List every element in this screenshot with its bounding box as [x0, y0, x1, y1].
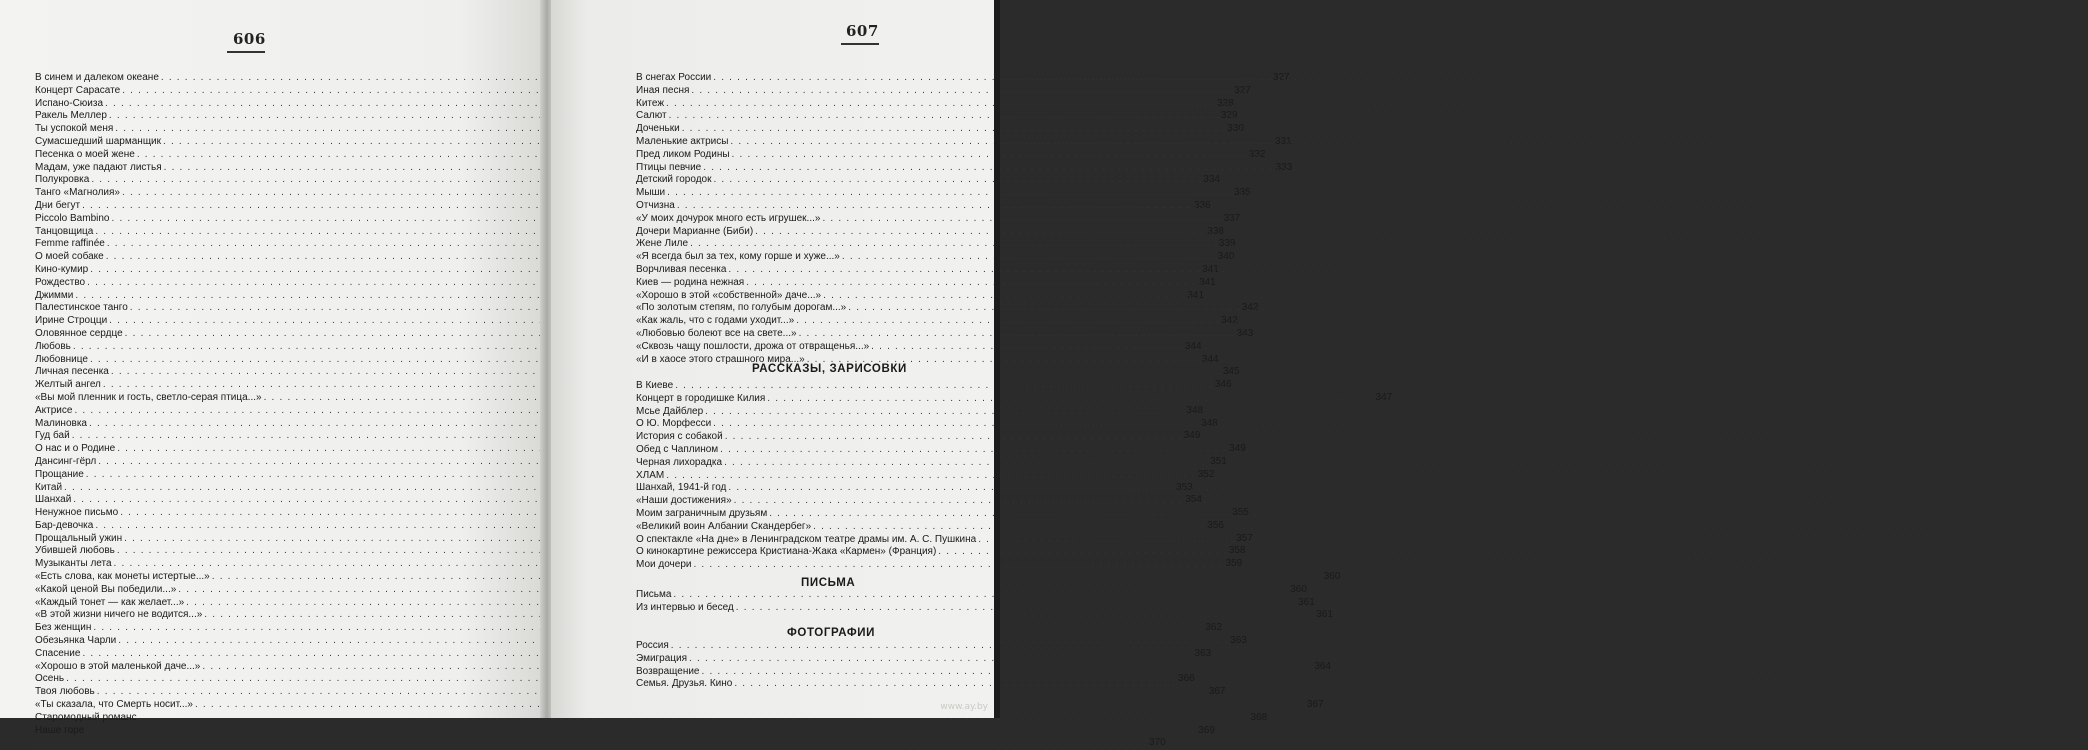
toc-entry [636, 602, 1000, 615]
toc-entry-page: 336 [1194, 199, 1211, 211]
toc-entry-title: Сумасшедший шарманщик [35, 135, 162, 147]
toc-entry-page: 367 [1208, 686, 1226, 698]
toc-entry-title: Дансинг-гёрл [35, 455, 97, 467]
toc-dot-leader [667, 187, 1777, 200]
background-edge [994, 0, 1000, 718]
toc-entry-title: Доченьки [636, 123, 680, 135]
toc-entry-page: 351 [1210, 455, 1227, 467]
toc-dot-leader [732, 149, 1842, 162]
toc-entry-title: Россия [636, 640, 669, 651]
toc-entry-title: История с собакой [636, 431, 723, 443]
toc-entry [636, 406, 1000, 419]
toc-entry [636, 521, 1000, 534]
toc-entry-title: «Как жаль, что с годами уходит...» [636, 315, 795, 327]
toc-entry-title: О моей собаке [35, 251, 104, 263]
toc-entry [636, 457, 1000, 470]
toc-dot-leader [813, 521, 1923, 534]
toc-dot-leader [822, 213, 1932, 226]
toc-entry [636, 678, 1000, 691]
right-page-number-underline [841, 43, 879, 45]
toc-entry-title: Возвращение [636, 665, 700, 677]
toc-entry-title: Концерт Сарасате [35, 84, 121, 96]
right-page-number: 607 [846, 22, 879, 40]
toc-entry-title: Отчизна [636, 199, 675, 211]
toc-dot-leader [938, 546, 2048, 559]
toc-dot-leader [86, 725, 1196, 738]
toc-dot-leader [842, 251, 1952, 264]
toc-entry-title: Ирине Строцци [35, 315, 108, 327]
toc-entry-title: Кино-кумир [35, 263, 89, 275]
toc-entry-title: Китеж [636, 97, 665, 109]
toc-entry-title: ХЛАМ [636, 469, 665, 481]
toc-entry-title: Обезьянка Чарли [35, 635, 117, 647]
toc-entry [636, 187, 1000, 200]
toc-dot-leader [755, 226, 1865, 239]
toc-entry-page: 348 [1200, 417, 1218, 429]
toc-dot-leader [796, 315, 1906, 328]
toc-entry [636, 149, 1000, 162]
toc-entry-page: 346 [1214, 379, 1232, 391]
toc-entry [636, 213, 1000, 226]
toc-dot-leader [691, 85, 1801, 98]
toc-entry-title: В Киеве [636, 380, 674, 391]
toc-entry-title: Обед с Чаплином [636, 443, 719, 455]
toc-entry-page: 355 [1232, 507, 1249, 519]
toc-entry-title: Femme raffinée [35, 238, 105, 250]
toc-entry-title: Ворчливая песенка [636, 263, 727, 275]
toc-entry-page: 327 [1272, 72, 1290, 83]
toc-dot-leader [769, 508, 1879, 521]
toc-entry-page: 360 [1290, 583, 1307, 595]
toc-entry-page: 340 [1217, 251, 1235, 263]
toc-entry [636, 174, 1000, 187]
toc-entry-title: «Какой ценой Вы победили...» [35, 583, 177, 595]
toc-entry [636, 328, 1000, 341]
toc-entry-title: Старомодный романс [35, 711, 137, 723]
toc-entry-title: Убившей любовь [35, 545, 115, 557]
stories-toc-list [636, 380, 1000, 572]
toc-entry-page: 345 [1222, 366, 1240, 378]
toc-entry-page: 364 [1314, 660, 1331, 672]
toc-entry-title: Осень [35, 673, 65, 685]
toc-entry [636, 508, 1000, 521]
toc-entry [636, 640, 1000, 653]
toc-entry [636, 162, 1000, 175]
toc-entry-page: 366 [1178, 673, 1195, 685]
toc-entry-page: 327 [1234, 84, 1251, 96]
toc-dot-leader [720, 444, 1830, 457]
toc-dot-leader [37, 737, 1147, 750]
toc-entry [636, 653, 1000, 666]
toc-entry-title: В синем и далеком океане [35, 72, 159, 83]
toc-entry [636, 98, 1000, 111]
toc-dot-leader [724, 457, 1834, 470]
toc-entry-title: Мсье Дайблер [636, 405, 704, 417]
toc-entry-page: 344 [1184, 340, 1202, 352]
toc-entry-page: 333 [1275, 161, 1293, 173]
toc-entry-title: Ненужное письмо [35, 507, 119, 519]
toc-entry-title: Детский городок [636, 174, 712, 186]
toc-entry [636, 444, 1000, 457]
toc-dot-leader [713, 418, 1823, 431]
toc-entry-title: Шанхай [35, 494, 72, 506]
toc-dot-leader [675, 380, 1785, 393]
toc-dot-leader [713, 72, 1823, 85]
toc-entry-page: 341 [1202, 263, 1219, 275]
toc-entry-page: 363 [1230, 635, 1247, 647]
toc-entry-title: Птицы певчие [636, 161, 702, 173]
toc-entry-title: Наше горе [35, 724, 85, 736]
toc-entry-title: Актрисе [35, 404, 73, 416]
toc-entry-title: Салют [636, 110, 667, 122]
toc-entry-title: Жене Лиле [636, 238, 689, 250]
toc-entry-title: Джимми [35, 289, 74, 301]
toc-entry [35, 686, 1226, 699]
toc-dot-leader [666, 470, 1776, 483]
toc-entry-title: Шанхай, 1941-й год [636, 482, 727, 494]
toc-entry-page: 368 [1250, 711, 1268, 723]
toc-entry-page: 362 [1205, 622, 1223, 634]
toc-entry [35, 609, 1333, 622]
toc-entry [636, 315, 1000, 328]
toc-entry-page: 361 [1316, 609, 1333, 621]
toc-dot-leader [725, 431, 1835, 444]
toc-entry-title: Мыши [636, 187, 666, 199]
toc-entry-page: 337 [1223, 212, 1241, 224]
toc-entry-title: О кинокартине режиссера Кристиана-Жака «Кармен» (Франция) [636, 546, 937, 558]
toc-entry-title: Ракель Меллер [35, 110, 107, 122]
toc-dot-leader [682, 123, 1792, 136]
toc-dot-leader [730, 136, 1840, 149]
toc-dot-leader [666, 98, 1776, 111]
section-heading-photos: ФОТОГРАФИИ [787, 627, 875, 639]
toc-entry-title: Любовнице [35, 353, 88, 365]
toc-entry-title: Мадам, уже падают листья [35, 161, 162, 173]
toc-dot-leader [848, 302, 1958, 315]
toc-entry [636, 341, 1000, 354]
toc-dot-leader [807, 354, 1917, 367]
toc-entry [636, 666, 1000, 679]
toc-entry-title: Piccolo Bambino [35, 212, 110, 224]
toc-entry-title: Мои дочери [636, 559, 692, 571]
toc-entry [636, 200, 1000, 213]
toc-entry-title: Иная песня [636, 84, 690, 96]
toc-entry [636, 470, 1000, 483]
toc-entry-title: Черная лихорадка [636, 456, 723, 468]
toc-dot-leader [690, 238, 1800, 251]
toc-entry [636, 72, 1000, 85]
toc-entry-title: «Хорошо в этой маленькой даче...» [35, 660, 201, 672]
toc-entry-title: «Любовью болеют все на свете...» [636, 327, 797, 339]
toc-entry-page: 367 [1306, 699, 1324, 711]
toc-dot-leader [669, 110, 1779, 123]
toc-dot-leader [767, 393, 1877, 406]
toc-entry-page: 342 [1241, 302, 1259, 314]
right-page [551, 0, 1000, 718]
toc-entry-page: 349 [1229, 443, 1246, 455]
toc-entry-title: Полукровка [35, 174, 90, 186]
toc-dot-leader [702, 666, 1812, 679]
toc-entry [636, 123, 1000, 136]
toc-entry-title: О спектакле «На дне» в Ленинградском театре драмы им. А. С. Пушкина [636, 533, 977, 545]
toc-entry-page: 357 [1236, 532, 1253, 544]
toc-dot-leader [746, 277, 1856, 290]
toc-entry-title: «Сквозь чащу пошлости, дрожа от отвращенья...» [636, 340, 870, 352]
toc-entry-title: «Есть слова, как монеты истертые...» [35, 571, 210, 583]
toc-entry [636, 136, 1000, 149]
toc-dot-leader [673, 589, 1783, 602]
toc-entry-page: 338 [1207, 225, 1224, 237]
toc-entry-title: Желтый ангел [35, 379, 101, 391]
toc-entry-page: 343 [1236, 327, 1254, 339]
toc-entry-title: О Ю. Морфесси [636, 418, 712, 430]
toc-entry [636, 238, 1000, 251]
toc-entry-title: О нас и о Родине [35, 443, 116, 455]
toc-entry [636, 534, 1000, 547]
section-heading-stories: РАССКАЗЫ, ЗАРИСОВКИ [752, 363, 907, 375]
toc-entry-title: Киев — родина нежная [636, 276, 745, 288]
toc-entry-page: 344 [1201, 353, 1219, 365]
toc-entry-page: 359 [1225, 558, 1243, 570]
toc-entry [636, 559, 1000, 572]
toc-entry-page: 331 [1274, 135, 1292, 147]
toc-entry-page: 348 [1186, 404, 1204, 416]
toc-dot-leader [705, 406, 1815, 419]
toc-entry-title: Ты успокой меня [35, 123, 114, 135]
toc-entry-title: Дни бегут [35, 199, 81, 211]
toc-entry [636, 380, 1000, 393]
toc-entry-title: «Вы мой пленник и гость, светло-серая птица...» [35, 391, 262, 403]
toc-entry-title: Личная песенка [35, 366, 109, 378]
toc-entry-title: Гуд бай [35, 430, 70, 442]
toc-dot-leader [734, 678, 1844, 691]
toc-entry-title: Твоя любовь [35, 686, 95, 698]
letters-toc-list [636, 589, 1000, 615]
toc-entry-page: 360 [1323, 571, 1341, 583]
toc-entry-title: Дочери Марианне (Биби) [636, 225, 754, 237]
toc-entry-title: Пред ликом Родины [636, 148, 730, 160]
toc-entry-page: 342 [1221, 315, 1238, 327]
toc-entry [35, 711, 1268, 725]
toc-entry [636, 251, 1000, 264]
toc-entry-title: Маленькие актрисы [636, 135, 729, 147]
section-heading-letters: ПИСЬМА [801, 577, 856, 589]
toc-entry-page: 358 [1228, 545, 1246, 557]
toc-entry [636, 110, 1000, 123]
toc-entry-title: Спасение [35, 647, 81, 659]
toc-entry-title: Моим заграничным друзьям [636, 507, 768, 519]
toc-entry-title: Малиновка [35, 417, 87, 429]
toc-entry [636, 495, 1000, 508]
toc-entry-title: Рождество [35, 276, 86, 288]
toc-entry-title: «Я всегда был за тех, кому горше и хуже...» [636, 251, 840, 263]
toc-entry-page: 334 [1203, 174, 1220, 186]
toc-entry [636, 264, 1000, 277]
toc-entry-title: «Наши достижения» [636, 495, 732, 507]
toc-dot-leader [871, 341, 1981, 354]
toc-entry-page: 352 [1197, 468, 1215, 480]
toc-dot-leader [736, 602, 1846, 615]
toc-entry [636, 482, 1000, 495]
toc-entry-page: 361 [1298, 596, 1315, 608]
toc-dot-leader [693, 559, 1803, 572]
toc-entry [636, 302, 1000, 315]
right-toc-list [636, 72, 1000, 366]
toc-entry-title: «По золотым степям, по голубым дорогам...» [636, 302, 847, 314]
toc-entry-page: 347 [1375, 391, 1393, 403]
toc-entry-title: В снегах России [636, 72, 712, 83]
toc-entry-page: 330 [1227, 123, 1244, 135]
toc-entry-page: 369 [1198, 724, 1215, 736]
toc-entry [636, 418, 1000, 431]
toc-entry-page: 341 [1199, 276, 1216, 288]
toc-dot-leader [823, 290, 1933, 303]
toc-dot-leader [728, 482, 1838, 495]
toc-entry-title: «И в хаосе этого страшного мира...» [636, 353, 805, 365]
toc-entry-page: 329 [1220, 110, 1238, 122]
toc-entry-title: «В этой жизни ничего не водится...» [35, 609, 203, 621]
toc-entry-title: «Каждый тонет — как желает...» [35, 596, 185, 608]
toc-entry [636, 85, 1000, 98]
toc-entry-title: «У моих дочурок много есть игрушек...» [636, 212, 821, 224]
toc-entry-title: Танго «Магнолия» [35, 187, 120, 199]
toc-dot-leader [713, 174, 1823, 187]
toc-entry-title: Прощальный ужин [35, 532, 123, 544]
toc-entry-title: Семья. Друзья. Кино [636, 678, 733, 690]
toc-entry [636, 290, 1000, 303]
toc-entry-title: Музыканты лета [35, 558, 112, 570]
watermark: www.ay.by [940, 702, 988, 712]
toc-entry-title: Песенка о моей жене [35, 148, 135, 160]
toc-entry-page: 332 [1248, 148, 1266, 160]
toc-entry-page: 328 [1217, 97, 1234, 109]
toc-dot-leader [689, 653, 1799, 666]
toc-entry-page: 356 [1207, 519, 1224, 531]
toc-dot-leader [703, 162, 1813, 175]
toc-entry-title: Бар-девочка [35, 519, 94, 531]
toc-entry-title: Оловянное сердце [35, 327, 123, 339]
toc-entry [636, 393, 1000, 406]
toc-entry-page: 370 [1148, 737, 1166, 749]
toc-entry-page: 339 [1218, 238, 1236, 250]
toc-dot-leader [728, 264, 1838, 277]
toc-dot-leader [799, 328, 1909, 341]
toc-entry-title: Танцовщица [35, 225, 94, 237]
toc-dot-leader [734, 495, 1844, 508]
toc-entry-title: Прощание [35, 468, 84, 480]
toc-dot-leader [671, 640, 1781, 653]
toc-entry [636, 277, 1000, 290]
toc-entry [636, 546, 1000, 559]
toc-entry-title: Без женщин [35, 622, 92, 634]
toc-entry [35, 737, 1166, 750]
toc-entry-page: 335 [1233, 187, 1251, 199]
toc-entry-title: Из интервью и бесед [636, 601, 734, 613]
toc-dot-leader [978, 534, 2088, 547]
toc-entry-title: Китай [35, 481, 63, 493]
toc-entry-title: Испано-Сюиза [35, 97, 104, 109]
toc-entry-page: 341 [1187, 289, 1205, 301]
photos-toc-list [636, 640, 1000, 691]
toc-entry [636, 226, 1000, 239]
toc-entry-title: Эмиграция [636, 652, 688, 664]
toc-entry [35, 724, 1215, 738]
toc-dot-leader [677, 200, 1787, 213]
toc-entry [636, 431, 1000, 444]
toc-entry-title: «Ты сказала, что Смерть носит...» [35, 699, 193, 711]
toc-entry-title: Палестинское танго [35, 302, 128, 314]
toc-entry-page: 349 [1183, 430, 1201, 442]
toc-entry-page: 354 [1185, 494, 1202, 506]
toc-entry-page: 353 [1175, 481, 1193, 493]
toc-entry-title: «Хорошо в этой «собственной» даче...» [636, 289, 822, 301]
toc-entry [636, 589, 1000, 602]
left-page-number: 606 [233, 30, 266, 48]
toc-entry-page: 363 [1194, 647, 1212, 659]
toc-entry-title: «Великий воин Албании Скандербег» [636, 520, 812, 532]
toc-entry-title: Любовь [35, 340, 71, 352]
toc-entry-title: Концерт в городишке Килия [636, 392, 766, 404]
toc-entry-title: Письма [636, 589, 672, 600]
left-page-number-underline [227, 51, 265, 53]
